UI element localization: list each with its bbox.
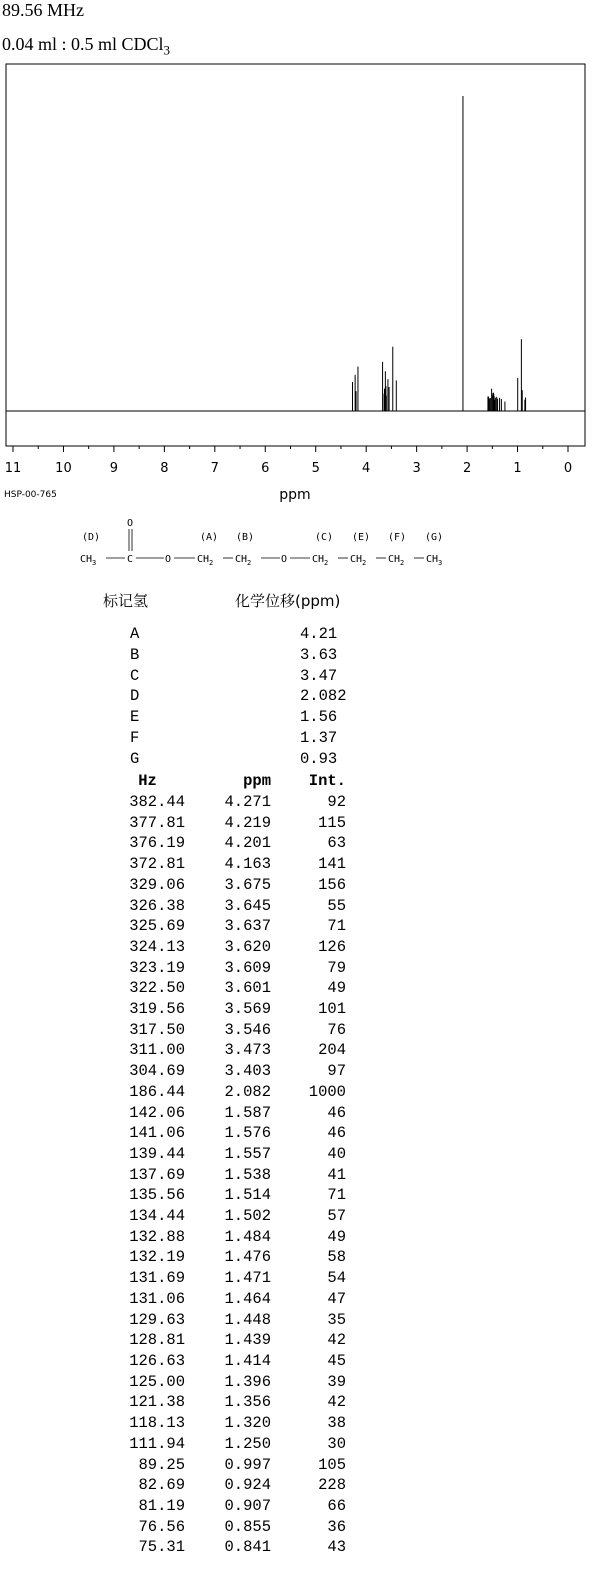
assignment-label: E <box>130 708 140 727</box>
peak-row <box>92 1351 346 1372</box>
peak-int: 156 <box>318 875 346 894</box>
peak-hz: 324.13 <box>129 937 185 956</box>
x-tick-label: 4 <box>362 461 371 476</box>
atom-ester-o: O <box>165 554 172 565</box>
peak-hz: 325.69 <box>129 917 185 936</box>
peak-hz: 319.56 <box>129 1000 185 1019</box>
peak-hz: 139.44 <box>129 1144 185 1163</box>
assignment-label: F <box>130 728 140 747</box>
x-tick-label: 9 <box>109 461 119 476</box>
peak-ppm: 1.396 <box>224 1372 271 1391</box>
assignment-shift: 3.47 <box>300 666 338 685</box>
peak-int: 54 <box>327 1269 346 1288</box>
peak-hz: 323.19 <box>129 958 185 977</box>
peak-row <box>92 1413 346 1434</box>
peak-hz: 376.19 <box>129 834 185 853</box>
peak-ppm: 3.620 <box>224 937 271 956</box>
structure-formula <box>70 510 460 570</box>
peak-row <box>92 1289 346 1310</box>
peak-row <box>92 1165 346 1186</box>
atom-ch2-f: CH <box>388 554 401 565</box>
svg-text:CH3 <box>80 554 96 567</box>
peak-hz: 137.69 <box>129 1165 185 1184</box>
assignment-label: B <box>130 645 140 664</box>
peak-row <box>92 1103 346 1124</box>
peak-int: 49 <box>327 979 346 998</box>
peak-int: 42 <box>327 1393 346 1412</box>
peak-row <box>92 1330 346 1351</box>
peak-row <box>92 854 346 875</box>
label-b: (B) <box>236 532 255 543</box>
peak-ppm: 4.163 <box>224 855 271 874</box>
peak-int: 39 <box>327 1372 346 1391</box>
assignment-label: C <box>130 666 140 685</box>
assignment-label: D <box>130 687 140 706</box>
peak-hz: 326.38 <box>129 896 185 915</box>
peak-row <box>92 1020 346 1041</box>
peak-ppm: 1.356 <box>224 1393 271 1412</box>
x-tick-label: 7 <box>210 461 219 476</box>
peak-int: 1000 <box>308 1082 346 1101</box>
assign-shift-header: 化学位移(ppm) <box>235 592 341 610</box>
peak-row <box>92 875 346 896</box>
assignment-shift: 3.63 <box>300 645 338 664</box>
peak-hz: 382.44 <box>129 793 185 811</box>
peak-int: 105 <box>318 1455 346 1474</box>
peak-int: 55 <box>327 896 346 915</box>
peak-int: 71 <box>327 1186 346 1205</box>
assignment-table <box>110 624 347 770</box>
peak-hz: 322.50 <box>129 979 185 998</box>
peak-int: 58 <box>327 1248 346 1267</box>
peak-ppm: 3.637 <box>224 917 271 936</box>
x-axis-label: ppm <box>279 487 311 503</box>
peak-row <box>92 1247 346 1268</box>
sub-ch2-b: 2 <box>247 559 252 567</box>
peak-hz: 118.13 <box>129 1414 185 1433</box>
peak-hz: 89.25 <box>138 1455 185 1474</box>
peak-ppm: 1.484 <box>224 1227 271 1246</box>
svg-text:CH2 <box>312 554 328 567</box>
peak-row <box>92 1372 346 1393</box>
label-d: (D) <box>82 532 101 543</box>
peak-int: 46 <box>327 1124 346 1143</box>
peak-int: 46 <box>327 1103 346 1122</box>
peak-row <box>92 1144 346 1165</box>
peak-hz: 81.19 <box>138 1496 185 1515</box>
peak-int: 38 <box>327 1414 346 1433</box>
assignment-row <box>110 728 347 749</box>
peak-ppm: 3.601 <box>224 979 271 998</box>
peak-list-table <box>92 770 346 1558</box>
peak-hz: 142.06 <box>129 1103 185 1122</box>
header-ppm: ppm <box>243 772 271 790</box>
peak-row <box>92 1434 346 1455</box>
peak-row <box>92 937 346 958</box>
peak-row <box>92 1310 346 1331</box>
peak-row <box>92 813 346 834</box>
peak-int: 79 <box>327 958 346 977</box>
peak-hz: 131.69 <box>129 1269 185 1288</box>
assignment-row <box>110 645 347 666</box>
sub-ch2-a: 2 <box>209 559 214 567</box>
sample-text: 0.04 ml : 0.5 ml CDCl <box>2 34 164 54</box>
peak-row <box>92 792 346 813</box>
x-tick-label: 10 <box>55 461 72 476</box>
nmr-spectrum-chart <box>0 0 595 510</box>
peak-hz: 317.50 <box>129 1020 185 1039</box>
assignment-row <box>110 686 347 707</box>
x-tick-label: 6 <box>261 461 270 476</box>
peak-hz: 132.19 <box>129 1248 185 1267</box>
peak-hz: 141.06 <box>129 1124 185 1143</box>
x-tick-label: 3 <box>412 461 421 476</box>
peak-ppm: 1.320 <box>224 1414 271 1433</box>
peak-ppm: 1.414 <box>224 1351 271 1370</box>
atom-ch2-e: CH <box>350 554 363 565</box>
sample-subscript: 3 <box>163 42 171 58</box>
peak-ppm: 1.557 <box>224 1144 271 1163</box>
peak-ppm: 1.476 <box>224 1248 271 1267</box>
peak-row <box>92 833 346 854</box>
peak-ppm: 1.439 <box>224 1331 271 1350</box>
peak-int: 63 <box>327 834 346 853</box>
peak-int: 35 <box>327 1310 346 1329</box>
peak-int: 43 <box>327 1538 346 1557</box>
peak-hz: 135.56 <box>129 1186 185 1205</box>
peak-int: 101 <box>318 1000 346 1019</box>
peak-ppm: 0.907 <box>224 1496 271 1515</box>
peak-hz: 121.38 <box>129 1393 185 1412</box>
peak-hz: 125.00 <box>129 1372 185 1391</box>
peak-hz: 372.81 <box>129 855 185 874</box>
x-tick-label: 2 <box>462 461 472 476</box>
peak-ppm: 1.587 <box>224 1103 271 1122</box>
peak-hz: 132.88 <box>129 1227 185 1246</box>
peak-ppm: 3.569 <box>224 1000 271 1019</box>
assignment-label: G <box>130 749 140 768</box>
sub-ch3-right: 3 <box>438 559 443 567</box>
peak-int: 66 <box>327 1496 346 1515</box>
svg-text:CH2 <box>197 554 213 567</box>
peak-int: 45 <box>327 1351 346 1370</box>
carbonyl-oxygen: O <box>127 518 134 529</box>
spectrum-code: HSP-00-765 <box>4 490 57 500</box>
peak-int: 42 <box>327 1331 346 1350</box>
peak-hz: 82.69 <box>138 1476 185 1495</box>
peak-row <box>92 1185 346 1206</box>
assignment-label: A <box>130 625 140 643</box>
peak-ppm: 1.538 <box>224 1165 271 1184</box>
assignment-row <box>110 624 347 645</box>
peak-int: 126 <box>318 937 346 956</box>
assignment-row <box>110 707 347 728</box>
atom-carbonyl-c: C <box>127 554 134 565</box>
plot-frame <box>6 64 585 446</box>
peak-row <box>92 1082 346 1103</box>
peak-hz: 128.81 <box>129 1331 185 1350</box>
peak-ppm: 4.271 <box>224 793 271 811</box>
peak-row <box>92 958 346 979</box>
atom-ch3-left: CH <box>80 554 93 565</box>
peak-row <box>92 1517 346 1538</box>
peak-hz: 75.31 <box>138 1538 185 1557</box>
peak-row <box>92 1227 346 1248</box>
peak-row <box>92 1537 346 1558</box>
peak-ppm: 1.502 <box>224 1207 271 1226</box>
peak-ppm: 1.471 <box>224 1269 271 1288</box>
peak-int: 57 <box>327 1207 346 1226</box>
peaks-layer <box>353 96 526 411</box>
peak-row <box>92 916 346 937</box>
peak-ppm: 3.546 <box>224 1020 271 1039</box>
peak-hz: 76.56 <box>138 1517 185 1536</box>
atom-ether-o: O <box>281 554 288 565</box>
peak-hz: 377.81 <box>129 813 185 832</box>
assignment-row <box>110 749 347 770</box>
x-axis-ticks <box>5 446 572 476</box>
label-g: (G) <box>425 532 444 543</box>
header-hz: Hz <box>138 772 157 790</box>
assignment-shift: 1.56 <box>300 708 338 727</box>
peak-ppm: 0.924 <box>224 1476 271 1495</box>
peak-ppm: 3.473 <box>224 1041 271 1060</box>
peak-row <box>92 1455 346 1476</box>
peak-row <box>92 1206 346 1227</box>
sub-ch2-e: 2 <box>362 559 367 567</box>
peak-row <box>92 896 346 917</box>
x-tick-label: 8 <box>160 461 169 476</box>
peak-ppm: 2.082 <box>224 1082 271 1101</box>
atom-ch3-right: CH <box>426 554 439 565</box>
atom-ch2-c: CH <box>312 554 325 565</box>
main-chain <box>80 554 442 567</box>
peak-ppm: 1.514 <box>224 1186 271 1205</box>
svg-text:CH3 <box>426 554 442 567</box>
peak-int: 36 <box>327 1517 346 1536</box>
peak-int: 49 <box>327 1227 346 1246</box>
peak-int: 97 <box>327 1062 346 1081</box>
peak-ppm: 0.841 <box>224 1538 271 1557</box>
peak-ppm: 3.645 <box>224 896 271 915</box>
peak-ppm: 4.219 <box>224 813 271 832</box>
assignment-row <box>110 666 347 687</box>
peak-row <box>92 1475 346 1496</box>
peak-int: 115 <box>318 813 346 832</box>
peak-row <box>92 1040 346 1061</box>
peak-ppm: 1.448 <box>224 1310 271 1329</box>
x-tick-label: 5 <box>311 461 320 476</box>
peak-hz: 134.44 <box>129 1207 185 1226</box>
assign-label-header: 标记氢 <box>103 592 149 610</box>
sub-ch3-left: 3 <box>92 559 97 567</box>
assignment-shift: 2.082 <box>300 687 347 706</box>
x-tick-label: 11 <box>4 461 22 476</box>
peak-int: 141 <box>318 855 346 874</box>
peak-hz: 329.06 <box>129 875 185 894</box>
assignment-shift: 1.37 <box>300 728 338 747</box>
header-int: Int. <box>308 772 346 790</box>
peak-hz: 311.00 <box>129 1041 185 1060</box>
label-e: (E) <box>352 532 371 543</box>
svg-text:CH2 <box>350 554 366 567</box>
peak-ppm: 0.855 <box>224 1517 271 1536</box>
peak-ppm: 3.609 <box>224 958 271 977</box>
sub-ch2-f: 2 <box>400 559 405 567</box>
peak-int: 41 <box>327 1165 346 1184</box>
peak-row <box>92 1123 346 1144</box>
peak-int: 47 <box>327 1289 346 1308</box>
peak-int: 92 <box>327 793 346 811</box>
peak-row <box>92 999 346 1020</box>
peak-ppm: 1.464 <box>224 1289 271 1308</box>
peak-row <box>92 1061 346 1082</box>
peak-int: 40 <box>327 1144 346 1163</box>
label-c: (C) <box>315 532 334 543</box>
peak-ppm: 4.201 <box>224 834 271 853</box>
spectrometer-frequency: 89.56 MHz <box>2 0 84 20</box>
assignment-shift: 0.93 <box>300 749 338 768</box>
peak-int: 71 <box>327 917 346 936</box>
svg-text:CH2 <box>388 554 404 567</box>
x-tick-label: 0 <box>563 461 573 476</box>
peak-int: 204 <box>318 1041 346 1060</box>
peak-hz: 131.06 <box>129 1289 185 1308</box>
peak-hz: 126.63 <box>129 1351 185 1370</box>
atom-ch2-a: CH <box>197 554 210 565</box>
peak-row <box>92 978 346 999</box>
peak-hz: 186.44 <box>129 1082 185 1101</box>
x-tick-label: 1 <box>513 461 522 476</box>
atom-ch2-b: CH <box>235 554 248 565</box>
sub-ch2-c: 2 <box>324 559 329 567</box>
label-a: (A) <box>200 532 219 543</box>
peak-hz: 129.63 <box>129 1310 185 1329</box>
label-f: (F) <box>388 532 407 543</box>
peak-ppm: 3.403 <box>224 1062 271 1081</box>
peak-int: 30 <box>327 1434 346 1453</box>
peak-ppm: 3.675 <box>224 875 271 894</box>
peak-row <box>92 1496 346 1517</box>
peak-hz: 111.94 <box>129 1434 185 1453</box>
svg-text:CH2 <box>235 554 251 567</box>
peak-ppm: 1.576 <box>224 1124 271 1143</box>
peak-hz: 304.69 <box>129 1062 185 1081</box>
assignment-shift: 4.21 <box>300 625 338 643</box>
peak-int: 228 <box>318 1476 346 1495</box>
peak-ppm: 0.997 <box>224 1455 271 1474</box>
peak-ppm: 1.250 <box>224 1434 271 1453</box>
peak-int: 76 <box>327 1020 346 1039</box>
peak-row <box>92 1392 346 1413</box>
peak-row <box>92 1268 346 1289</box>
